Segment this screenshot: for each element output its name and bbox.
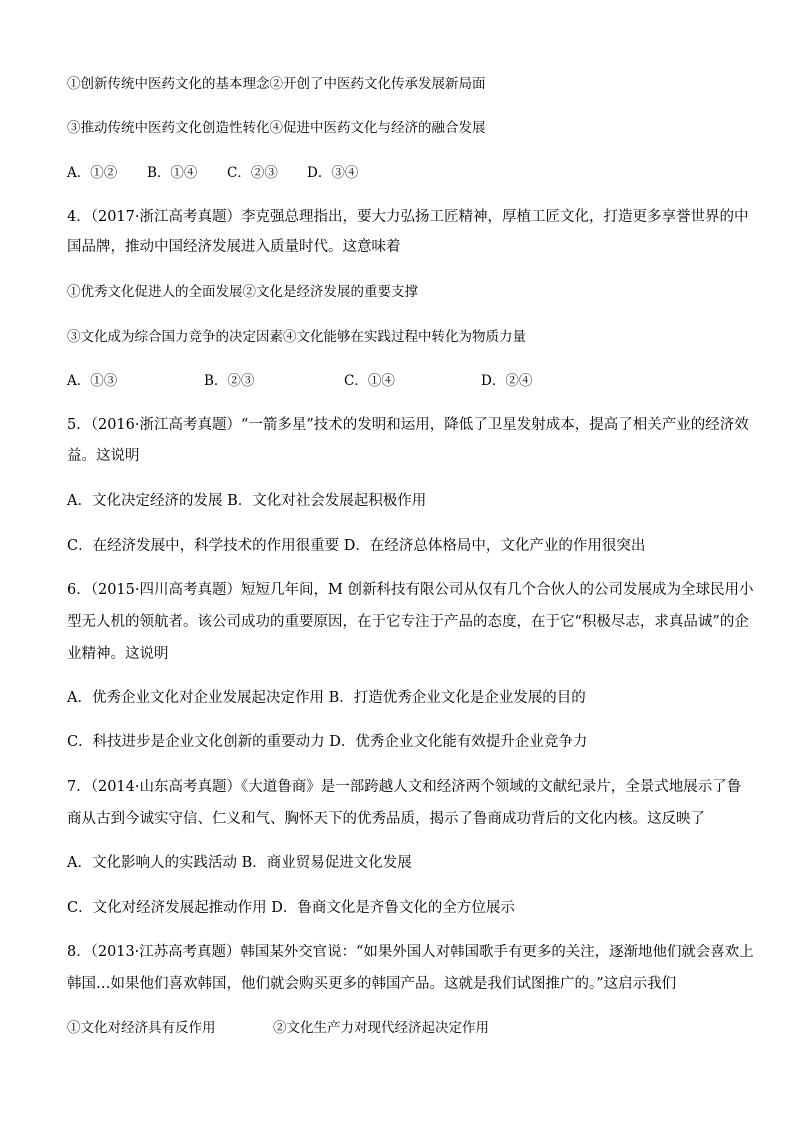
- q7-stem-line-1: 7．（2014·山东高考真题）《大道鲁商》是一部跨越人文和经济两个领域的文献纪录片，全景式地展示了鲁: [67, 779, 742, 795]
- q6-options-cd: C．科技进步是企业文化创新的重要动力 D．优秀企业文化能有效提升企业竞争力: [67, 734, 588, 750]
- q4-option-b: B．②③: [204, 373, 255, 389]
- q5-stem-line-2: 益。这说明: [67, 448, 140, 464]
- q4-option-c: C．①④: [344, 373, 395, 389]
- q3-option-b: B．①④: [147, 165, 198, 181]
- q6-options-ab: A．优秀企业文化对企业发展起决定作用 B．打造优秀企业文化是企业发展的目的: [67, 690, 586, 706]
- q4-statement-line-1: ①优秀文化促进人的全面发展②文化是经济发展的重要支撑: [67, 284, 418, 300]
- q5-options-ab: A．文化决定经济的发展 B．文化对社会发展起积极作用: [67, 493, 427, 509]
- q4-option-d: D．②④: [481, 373, 533, 389]
- q8-stem-line-2: 韩国…如果他们喜欢韩国，他们就会购买更多的韩国产品。这就是我们试图推广的。”这启示我们: [67, 976, 677, 992]
- q5-stem-line-1: 5．（2016·浙江高考真题）“一箭多星”技术的发明和运用，降低了卫星发射成本，提高了相关产业的经济效: [67, 417, 749, 433]
- q8-statement-2: ②文化生产力对现代经济起决定作用: [273, 1020, 489, 1036]
- q8-statement-1: ①文化对经济具有反作用: [67, 1020, 216, 1036]
- q4-option-a: A．①③: [67, 373, 118, 389]
- q3-option-a: A．①②: [67, 165, 118, 181]
- q6-stem-line-2: 型无人机的领航者。该公司成功的重要原因，在于它专注于产品的态度，在于它“积极尽志，求真品诚”的企: [67, 614, 749, 630]
- q3-statement-line-2: ③推动传统中医药文化创造性转化④促进中医药文化与经济的融合发展: [67, 120, 486, 136]
- q4-stem-line-1: 4．（2017·浙江高考真题）李克强总理指出，要大力弘扬工匠精神，厚植工匠文化，打造更多享誉世界的中: [67, 209, 749, 225]
- q8-stem-line-1: 8．（2013·江苏高考真题）韩国某外交官说：“如果外国人对韩国歌手有更多的关注，逐渐地他们就会喜欢上: [67, 944, 754, 960]
- q3-statement-line-1: ①创新传统中医药文化的基本理念②开创了中医药文化传承发展新局面: [67, 76, 486, 92]
- q3-option-d: D．③④: [307, 165, 359, 181]
- q7-stem-line-2: 商从古到今诚实守信、仁义和气、胸怀天下的优秀品质，揭示了鲁商成功背后的文化内核。这反映了: [67, 811, 705, 827]
- q6-stem-line-3: 业精神。这说明: [67, 646, 169, 662]
- q3-option-c: C．②③: [227, 165, 278, 181]
- q7-options-ab: A．文化影响人的实践活动 B．商业贸易促进文化发展: [67, 855, 412, 871]
- q7-options-cd: C．文化对经济发展起推动作用 D．鲁商文化是齐鲁文化的全方位展示: [67, 900, 515, 916]
- q4-stem-line-2: 国品牌，推动中国经济发展进入质量时代。这意味着: [67, 239, 401, 255]
- q4-statement-line-2: ③文化成为综合国力竞争的决定因素④文化能够在实践过程中转化为物质力量: [67, 329, 526, 345]
- q6-stem-line-1: 6．（2015·四川高考真题）短短几年间，M 创新科技有限公司从仅有几个合伙人的公司发展成为全球民用小: [67, 582, 754, 598]
- q5-options-cd: C．在经济发展中，科学技术的作用很重要 D．在经济总体格局中，文化产业的作用很突出: [67, 538, 646, 554]
